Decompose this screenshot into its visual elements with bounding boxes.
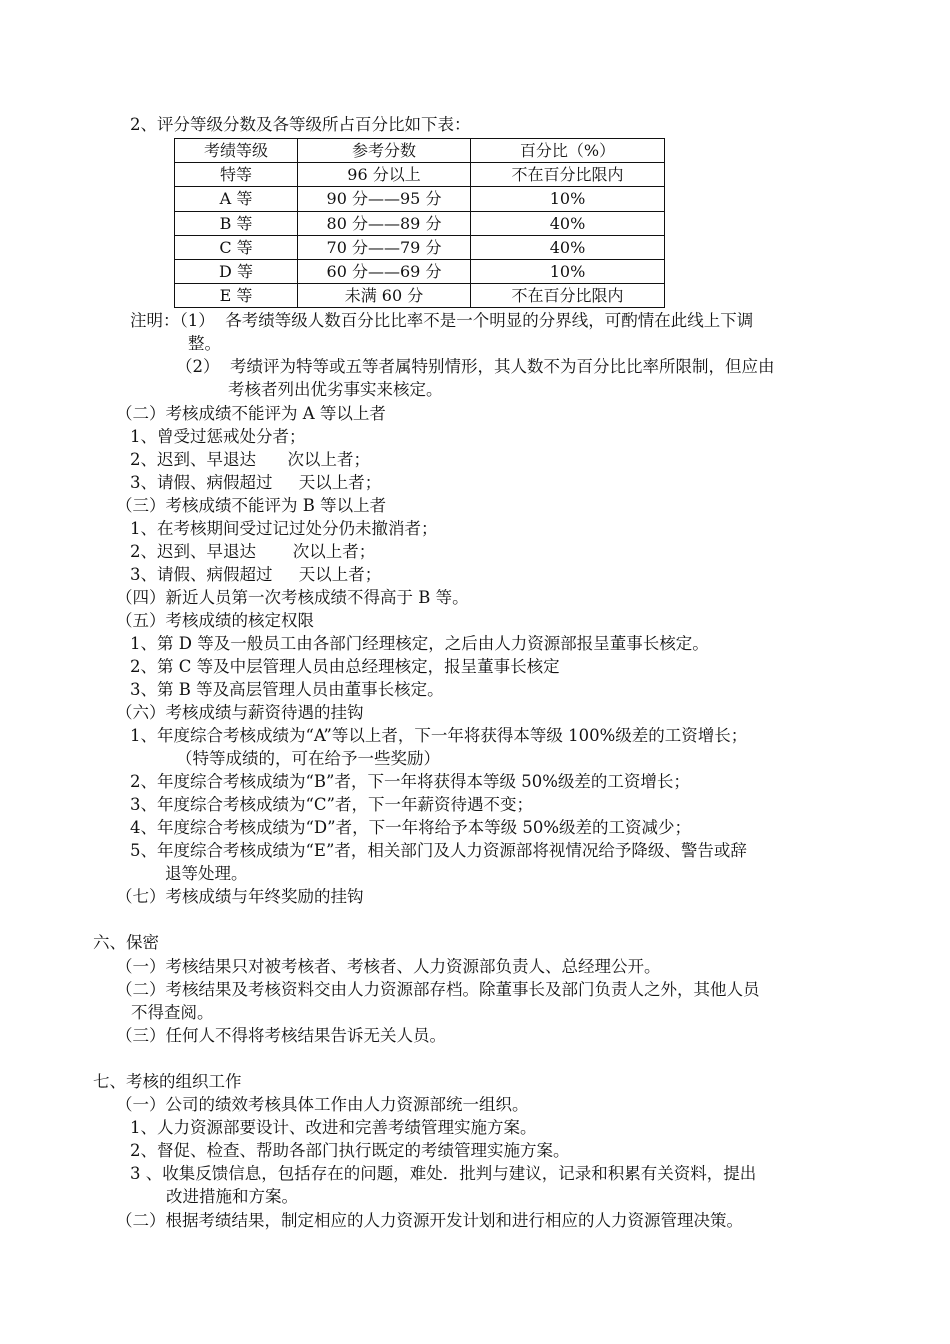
percent-cell: 40% <box>471 235 665 259</box>
list-item: 3、第 B 等及高层管理人员由董事长核定。 <box>130 680 444 699</box>
percent-cell: 40% <box>471 211 665 235</box>
score-cell: 60 分——69 分 <box>298 259 471 283</box>
grade-cell: D 等 <box>175 259 298 283</box>
list-item: 2、年度综合考核成绩为“B”者，下一年将获得本等级 50%级差的工资增长； <box>130 772 690 791</box>
list-item-cont: 改进措施和方案。 <box>166 1187 298 1206</box>
score-cell: 90 分——95 分 <box>298 187 471 211</box>
table-row <box>175 187 665 211</box>
grade-table <box>174 138 665 308</box>
grade-cell: E 等 <box>175 284 298 308</box>
part-heading: 七、考核的组织工作 <box>93 1072 242 1091</box>
list-item: 3 、收集反馈信息，包括存在的问题，难处．批判与建议，记录和积累有关资料，提出 <box>130 1164 757 1183</box>
score-cell: 80 分——89 分 <box>298 211 471 235</box>
list-item: 4、年度综合考核成绩为“D”者，下一年将给予本等级 50%级差的工资减少； <box>130 818 692 837</box>
section-heading: （六）考核成绩与薪资待遇的挂钩 <box>116 703 364 722</box>
table-row <box>175 284 665 308</box>
list-item: 3、年度综合考核成绩为“C”者，下一年薪资待遇不变； <box>130 795 533 814</box>
list-item: 3、请假、病假超过 天以上者； <box>130 565 382 584</box>
table-row <box>175 211 665 235</box>
section-heading: （七）考核成绩与年终奖励的挂钩 <box>116 887 364 906</box>
list-item: 1、在考核期间受过记过处分仍未撤消者； <box>130 519 438 538</box>
list-item: 2、迟到、早退达 次以上者； <box>130 450 370 469</box>
header-score: 参考分数 <box>298 139 471 163</box>
grade-cell: C 等 <box>175 235 298 259</box>
score-cell: 未满 60 分 <box>298 284 471 308</box>
section-heading: （四）新近人员第一次考核成绩不得高于 B 等。 <box>116 588 469 607</box>
section-heading-cont: 不得查阅。 <box>131 1003 214 1022</box>
note-2-cont: 考核者列出优劣事实来核定。 <box>228 380 443 399</box>
section-heading: （一）考核结果只对被考核者、考核者、人力资源部负责人、总经理公开。 <box>116 957 661 976</box>
table-header-row <box>175 139 665 163</box>
table-intro: 2、评分等级分数及各等级所占百分比如下表： <box>130 115 471 134</box>
percent-cell: 不在百分比限内 <box>471 284 665 308</box>
grade-cell: A 等 <box>175 187 298 211</box>
list-item: 1、第 D 等及一般员工由各部门经理核定，之后由人力资源部报呈董事长核定。 <box>130 634 709 653</box>
section-heading: （三）考核成绩不能评为 B 等以上者 <box>116 496 387 515</box>
list-item: 1、人力资源部要设计、改进和完善考绩管理实施方案。 <box>130 1118 537 1137</box>
section-heading: （一）公司的绩效考核具体工作由人力资源部统一组织。 <box>116 1095 529 1114</box>
list-item: 2、督促、检查、帮助各部门执行既定的考绩管理实施方案。 <box>130 1141 570 1160</box>
percent-cell: 不在百分比限内 <box>471 163 665 187</box>
section-heading: （二）考核结果及考核资料交由人力资源部存档。除董事长及部门负责人之外，其他人员 <box>116 980 760 999</box>
list-item-cont: 退等处理。 <box>165 864 248 883</box>
part-heading: 六、保密 <box>93 933 159 952</box>
grade-cell: 特等 <box>175 163 298 187</box>
percent-cell: 10% <box>471 187 665 211</box>
score-cell: 96 分以上 <box>298 163 471 187</box>
table-row <box>175 259 665 283</box>
list-item: 2、第 C 等及中层管理人员由总经理核定，报呈董事长核定 <box>130 657 560 676</box>
list-item: 3、请假、病假超过 天以上者； <box>130 473 382 492</box>
section-heading: （三）任何人不得将考核结果告诉无关人员。 <box>116 1026 446 1045</box>
section-heading: （五）考核成绩的核定权限 <box>116 611 314 630</box>
percent-cell: 10% <box>471 259 665 283</box>
section-heading: （二）考核成绩不能评为 A 等以上者 <box>116 404 386 423</box>
grade-cell: B 等 <box>175 211 298 235</box>
section-heading: （二）根据考绩结果，制定相应的人力资源开发计划和进行相应的人力资源管理决策。 <box>116 1211 743 1230</box>
list-item: 2、迟到、早退达 次以上者； <box>130 542 376 561</box>
header-grade: 考绩等级 <box>175 139 298 163</box>
score-cell: 70 分——79 分 <box>298 235 471 259</box>
header-percent: 百分比（%） <box>471 139 665 163</box>
list-item: 1、曾受过惩戒处分者； <box>130 427 306 446</box>
note-1-cont: 整。 <box>188 334 221 353</box>
note-2: （2） 考绩评为特等或五等者属特别情形，其人数不为百分比比率所限制，但应由 <box>176 357 775 376</box>
note-1: 注明：（1） 各考绩等级人数百分比比率不是一个明显的分界线，可酌情在此线上下调 <box>130 311 754 330</box>
list-item: 1、年度综合考核成绩为“A”等以上者，下一年将获得本等级 100%级差的工资增长； <box>130 726 748 745</box>
table-row <box>175 163 665 187</box>
list-item: 5、年度综合考核成绩为“E”者，相关部门及人力资源部将视情况给予降级、警告或辞 <box>130 841 747 860</box>
table-row <box>175 235 665 259</box>
list-item-cont: （特等成绩的，可在给予一些奖励） <box>176 749 440 768</box>
